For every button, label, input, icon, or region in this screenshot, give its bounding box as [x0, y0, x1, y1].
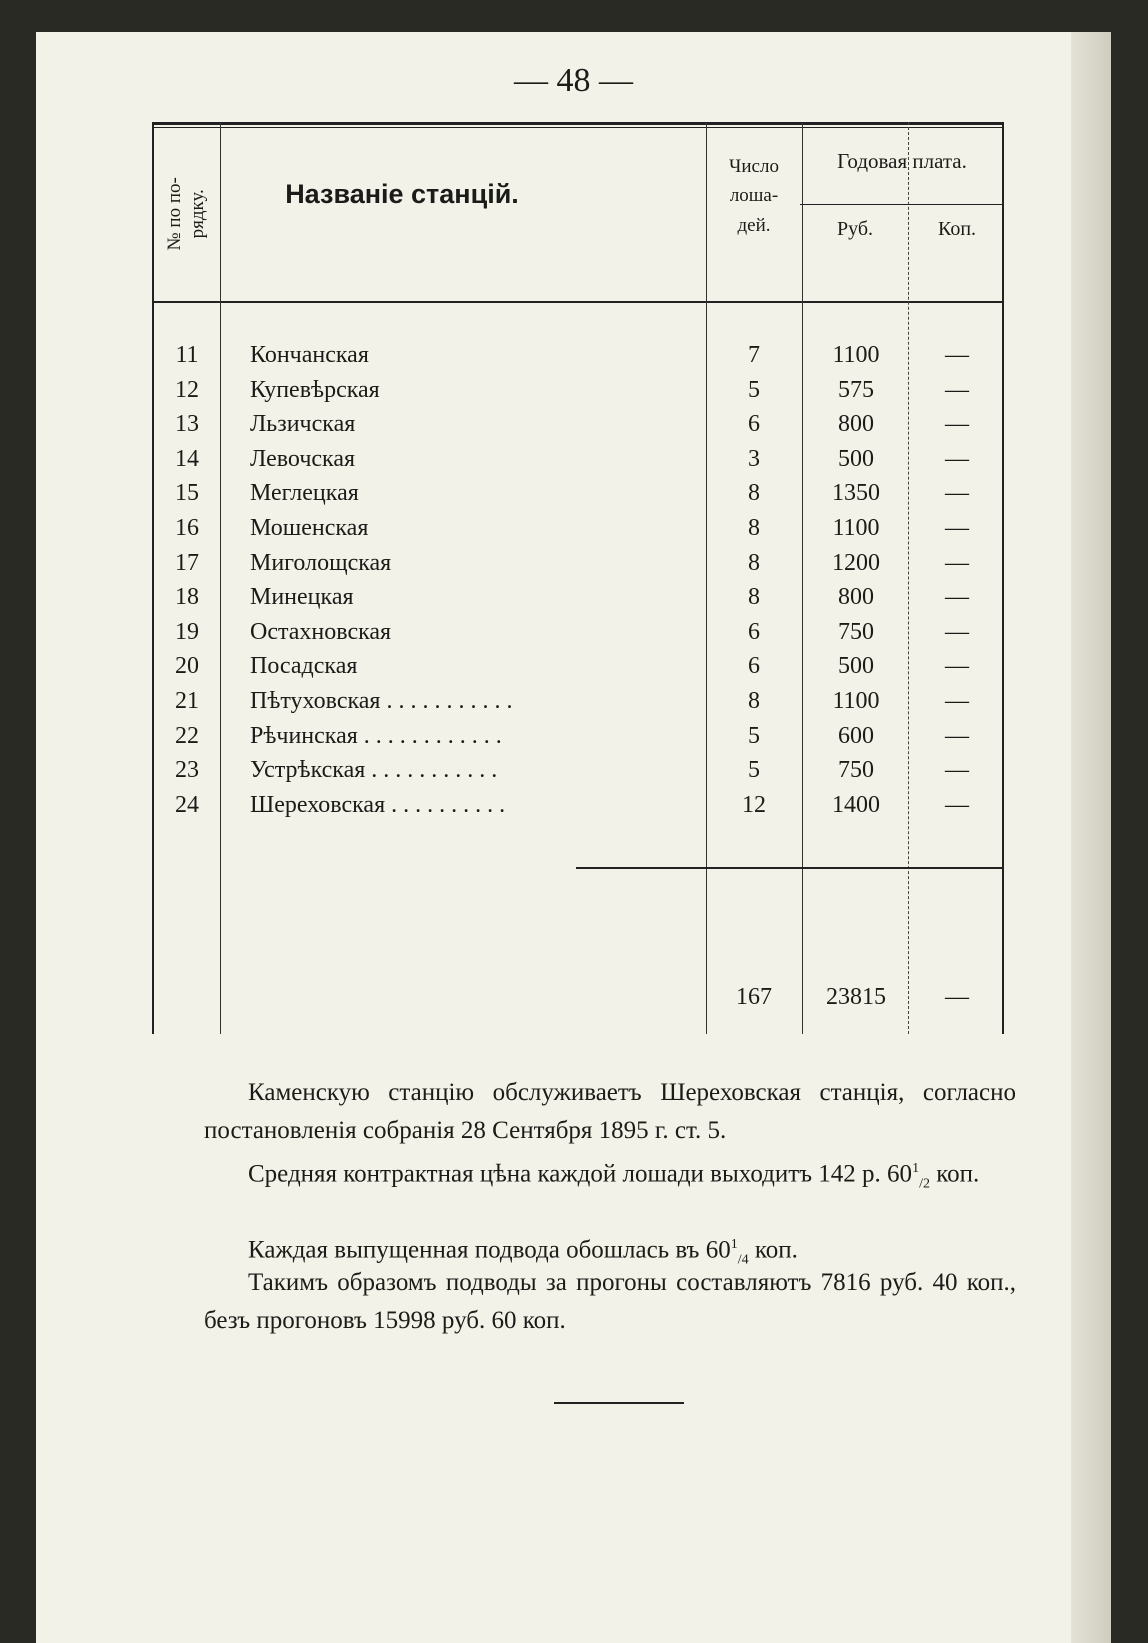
fee-rub: 575: [838, 376, 874, 403]
fee-kop: —: [945, 584, 969, 611]
paragraph-totals: Такимъ образомъ подводы за прогоны составляютъ 7816 руб. 40 коп., безъ прогоновъ 15998 руб. 60 коп.: [204, 1269, 1016, 1334]
fee-rub: 1100: [832, 515, 880, 541]
fee-subheader-rule: [800, 204, 1004, 205]
row-number: 11: [175, 342, 199, 368]
horses-count: 8: [748, 480, 760, 507]
stations-table: [152, 122, 1004, 1034]
fee-rub: 1100: [832, 342, 880, 368]
header-rule: [152, 301, 1004, 303]
table-row: [152, 446, 1004, 482]
horses-count: 6: [748, 618, 760, 645]
station-name: Рѣчинская . . . . . . . . . . . .: [250, 722, 502, 749]
fee-rub: 800: [838, 411, 874, 438]
page-number: — 48 —: [514, 62, 633, 99]
table-row: [152, 515, 1004, 551]
horses-count: 7: [748, 342, 760, 368]
fee-rub: 600: [838, 722, 874, 749]
table-row: [152, 584, 1004, 620]
row-number: 24: [175, 791, 199, 818]
header-kop: Коп.: [937, 218, 977, 240]
horses-count: 8: [748, 549, 760, 576]
station-name: Минецкая: [250, 584, 354, 611]
horses-count: 12: [742, 791, 766, 818]
total-rule: [576, 867, 1004, 869]
fee-rub: 750: [838, 757, 874, 784]
row-number: 18: [175, 584, 199, 611]
header-num: № по по- рядку.: [164, 177, 209, 251]
fee-kop: —: [945, 549, 969, 576]
fee-rub: 1200: [832, 549, 880, 576]
row-number: 12: [175, 376, 199, 403]
row-number: 16: [175, 515, 199, 541]
horses-count: 8: [748, 688, 760, 714]
station-name: Меглецкая: [250, 480, 359, 507]
fee-rub: 1400: [832, 791, 880, 818]
horses-count: 8: [748, 515, 760, 541]
fee-kop: —: [945, 480, 969, 507]
end-rule: [554, 1402, 684, 1404]
horses-count: 5: [748, 757, 760, 784]
station-name: Шереховская . . . . . . . . . .: [250, 791, 506, 818]
fee-kop: —: [945, 688, 969, 714]
station-name: Левочская: [250, 445, 356, 472]
paragraph-kamenskaya: Каменскую станцію обслуживаетъ Шереховская станція, согласно постановленія собранія 28 Сентября 1895 г. ст. 5.: [204, 1079, 1016, 1144]
fee-rub: 1100: [832, 688, 880, 714]
total-rub: 23815: [826, 984, 886, 1010]
horses-count: 6: [748, 653, 760, 680]
row-number: 23: [175, 757, 199, 784]
total-horses: 167: [736, 984, 772, 1010]
table-top-rule: [152, 122, 1004, 125]
horses-count: 3: [748, 445, 760, 472]
table-top-rule-thin: [152, 127, 1004, 128]
fee-kop: —: [945, 653, 969, 680]
header-annual-fee: Годовая плата.: [837, 149, 967, 173]
fee-kop: —: [945, 722, 969, 749]
fee-kop: —: [945, 445, 969, 472]
fee-kop: —: [945, 342, 969, 368]
row-number: 15: [175, 480, 199, 507]
station-name: Кончанская: [250, 342, 369, 368]
table-row: [152, 792, 1004, 828]
row-number: 13: [175, 411, 199, 438]
paragraph-cart-cost: Каждая выпущенная подвода обошлась въ $60^1_{/4}$ коп.: [248, 1236, 798, 1268]
page-edge: [1071, 32, 1111, 1643]
fee-kop: —: [945, 791, 969, 818]
horses-count: 6: [748, 411, 760, 438]
station-name: Устрѣкская . . . . . . . . . . .: [250, 757, 498, 784]
table-row: [152, 688, 1004, 724]
horses-count: 5: [748, 722, 760, 749]
row-number: 21: [175, 688, 199, 714]
table-row: [152, 480, 1004, 516]
station-name: Посадская: [250, 653, 358, 680]
station-name: Миголощская: [250, 549, 392, 576]
row-number: 17: [175, 549, 199, 576]
fee-kop: —: [945, 757, 969, 784]
total-kop: —: [945, 984, 969, 1010]
fee-kop: —: [945, 376, 969, 403]
paragraph-average-price: Средняя контрактная цѣна каждой лошади выходитъ 142 р. $60^1_{/2}$ коп.: [248, 1160, 980, 1192]
row-number: 22: [175, 722, 199, 749]
station-name: Мошенская: [250, 515, 369, 541]
fee-kop: —: [945, 411, 969, 438]
table-row: [152, 653, 1004, 689]
row-number: 14: [175, 445, 199, 472]
table-row: [152, 550, 1004, 586]
table-row: [152, 723, 1004, 759]
station-name: Купевѣрская: [250, 376, 380, 403]
header-station-name: Названіе станцій.: [285, 179, 519, 209]
fee-rub: 750: [838, 618, 874, 645]
table-row: [152, 377, 1004, 413]
fee-rub: 500: [838, 653, 874, 680]
table-row: [152, 342, 1004, 378]
fee-rub: 1350: [832, 480, 880, 507]
row-number: 20: [175, 653, 199, 680]
station-name: Пѣтуховская . . . . . . . . . . .: [250, 688, 513, 714]
table-row: [152, 757, 1004, 793]
document-page: [36, 32, 1111, 1643]
station-name: Остахновская: [250, 618, 392, 645]
station-name: Льзичская: [250, 411, 356, 438]
total-row: [152, 984, 1004, 1020]
table-row: [152, 411, 1004, 447]
fee-rub: 500: [838, 445, 874, 472]
table-row: [152, 619, 1004, 655]
fee-kop: —: [945, 515, 969, 541]
horses-count: 8: [748, 584, 760, 611]
header-horses: Число лоша- дей.: [729, 156, 779, 236]
fee-rub: 800: [838, 584, 874, 611]
header-rub: Руб.: [836, 218, 874, 240]
fee-kop: —: [945, 618, 969, 645]
horses-count: 5: [748, 376, 760, 403]
row-number: 19: [175, 618, 199, 645]
